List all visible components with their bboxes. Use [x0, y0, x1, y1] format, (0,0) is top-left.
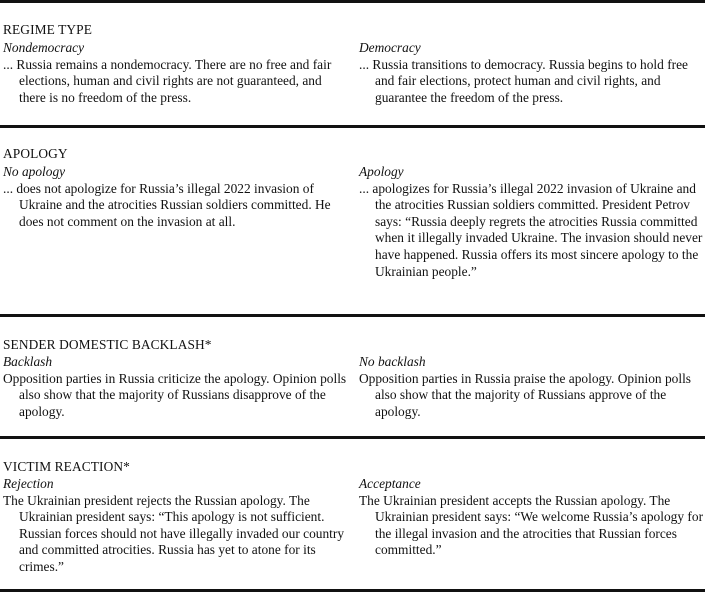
top-rule: [0, 0, 705, 3]
bottom-rule: [0, 589, 705, 592]
option-label: Rejection: [3, 476, 54, 491]
section-divider: [0, 314, 705, 317]
section-title: VICTIM REACTION*: [3, 459, 130, 474]
option-text: ... does not apologize for Russia’s illegal 2022 invasion of Ukraine and the atrocities Russian soldiers committed. He does not comment on the invasion at all.: [3, 180, 331, 229]
option-left: [3, 164, 351, 230]
option-text: ... Russia transitions to democracy. Russia begins to hold free and fair elections, protect human and civil rights, and guarantee the freedom of the press.: [359, 56, 689, 105]
option-right: [359, 476, 705, 559]
option-label: Backlash: [3, 354, 53, 369]
option-left: [3, 40, 351, 106]
option-text: The Ukrainian president rejects the Russian apology. The Ukrainian president says: “This apology is not sufficient. Russian forces should not have illegally invaded our country and committed atrocities. Russia has yet to atone for its crimes.”: [3, 492, 345, 574]
option-label: Apology: [359, 164, 404, 179]
option-label: No backlash: [359, 354, 426, 369]
section-divider: [0, 436, 705, 439]
option-label: Nondemocracy: [3, 40, 85, 55]
option-text: Opposition parties in Russia criticize the apology. Opinion polls also show that the majority of Russians disapprove of the apology.: [3, 370, 347, 419]
option-label: Democracy: [359, 40, 421, 55]
option-left: [3, 354, 351, 420]
section-title: APOLOGY: [3, 146, 68, 161]
option-label: Acceptance: [359, 476, 421, 491]
option-text: Opposition parties in Russia praise the apology. Opinion polls also show that the majority of Russians approve of the apology.: [359, 370, 692, 419]
option-label: No apology: [3, 164, 66, 179]
option-right: [359, 164, 705, 280]
option-text: ... Russia remains a nondemocracy. There are no free and fair elections, human and civil rights are not guaranteed, and there is no freedom of the press.: [3, 56, 332, 105]
option-right: [359, 354, 705, 420]
option-text: The Ukrainian president accepts the Russian apology. The Ukrainian president says: “We welcome Russia’s apology for the illegal invasion and the atrocities that Russian forces committed.”: [359, 492, 704, 558]
option-text: ... apologizes for Russia’s illegal 2022 invasion of Ukraine and the atrocities Russian soldiers committed. President Petrov says: “Russia deeply regrets the atrocities Russia committed when it illegally invaded Ukraine. The invasion should never have happened. Russia offers its most sincere apology to the Ukrainian people.”: [359, 180, 703, 279]
section-title: SENDER DOMESTIC BACKLASH*: [3, 337, 212, 352]
section-title: REGIME TYPE: [3, 22, 93, 37]
option-right: [359, 40, 705, 106]
section-divider: [0, 125, 705, 128]
option-left: [3, 476, 351, 576]
